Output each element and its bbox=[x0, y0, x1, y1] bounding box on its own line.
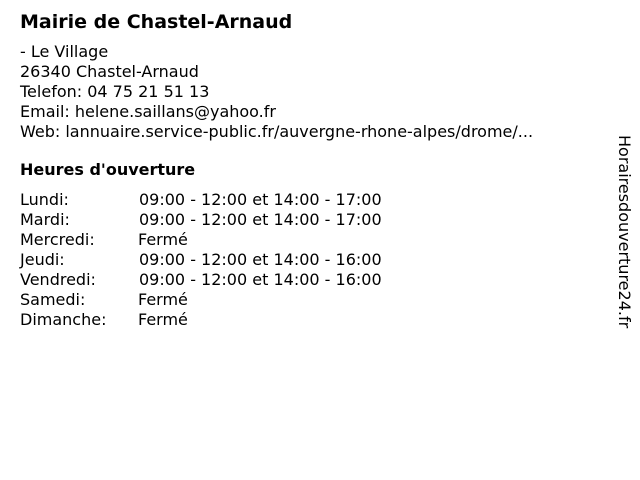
site-watermark: Horairesdouverture24.fr bbox=[615, 135, 634, 329]
day-hours: 09:00 - 12:00 et 14:00 - 16:00 bbox=[139, 250, 382, 269]
day-label: Lundi: bbox=[20, 190, 69, 209]
hours-row-saturday bbox=[20, 290, 600, 310]
hours-row-friday bbox=[20, 270, 600, 290]
hours-row-sunday bbox=[20, 310, 600, 330]
hours-row-thursday bbox=[20, 250, 600, 270]
phone-line[interactable]: Telefon: 04 75 21 51 13 bbox=[20, 82, 210, 101]
hours-table bbox=[20, 190, 600, 330]
email-line[interactable]: Email: helene.saillans@yahoo.fr bbox=[20, 102, 276, 121]
day-label: Mercredi: bbox=[20, 230, 95, 249]
street-address: - Le Village bbox=[20, 42, 109, 61]
day-label: Mardi: bbox=[20, 210, 70, 229]
business-card bbox=[20, 10, 600, 330]
business-name: Mairie de Chastel-Arnaud bbox=[20, 11, 293, 33]
hours-row-tuesday bbox=[20, 210, 600, 230]
contact-block bbox=[20, 42, 600, 142]
day-label: Samedi: bbox=[20, 290, 86, 309]
day-label: Jeudi: bbox=[20, 250, 65, 269]
hours-row-monday bbox=[20, 190, 600, 210]
day-hours: Fermé bbox=[138, 290, 188, 309]
day-hours: 09:00 - 12:00 et 14:00 - 16:00 bbox=[139, 270, 382, 289]
city-line: 26340 Chastel-Arnaud bbox=[20, 62, 199, 81]
hours-heading: Heures d'ouverture bbox=[20, 160, 196, 179]
day-hours: Fermé bbox=[138, 310, 188, 329]
day-hours: Fermé bbox=[138, 230, 188, 249]
web-line[interactable]: Web: lannuaire.service-public.fr/auvergne-rhone-alpes/drome/... bbox=[20, 122, 534, 141]
day-hours: 09:00 - 12:00 et 14:00 - 17:00 bbox=[139, 210, 382, 229]
day-label: Dimanche: bbox=[20, 310, 107, 329]
hours-row-wednesday bbox=[20, 230, 600, 250]
day-hours: 09:00 - 12:00 et 14:00 - 17:00 bbox=[139, 190, 382, 209]
day-label: Vendredi: bbox=[20, 270, 96, 289]
